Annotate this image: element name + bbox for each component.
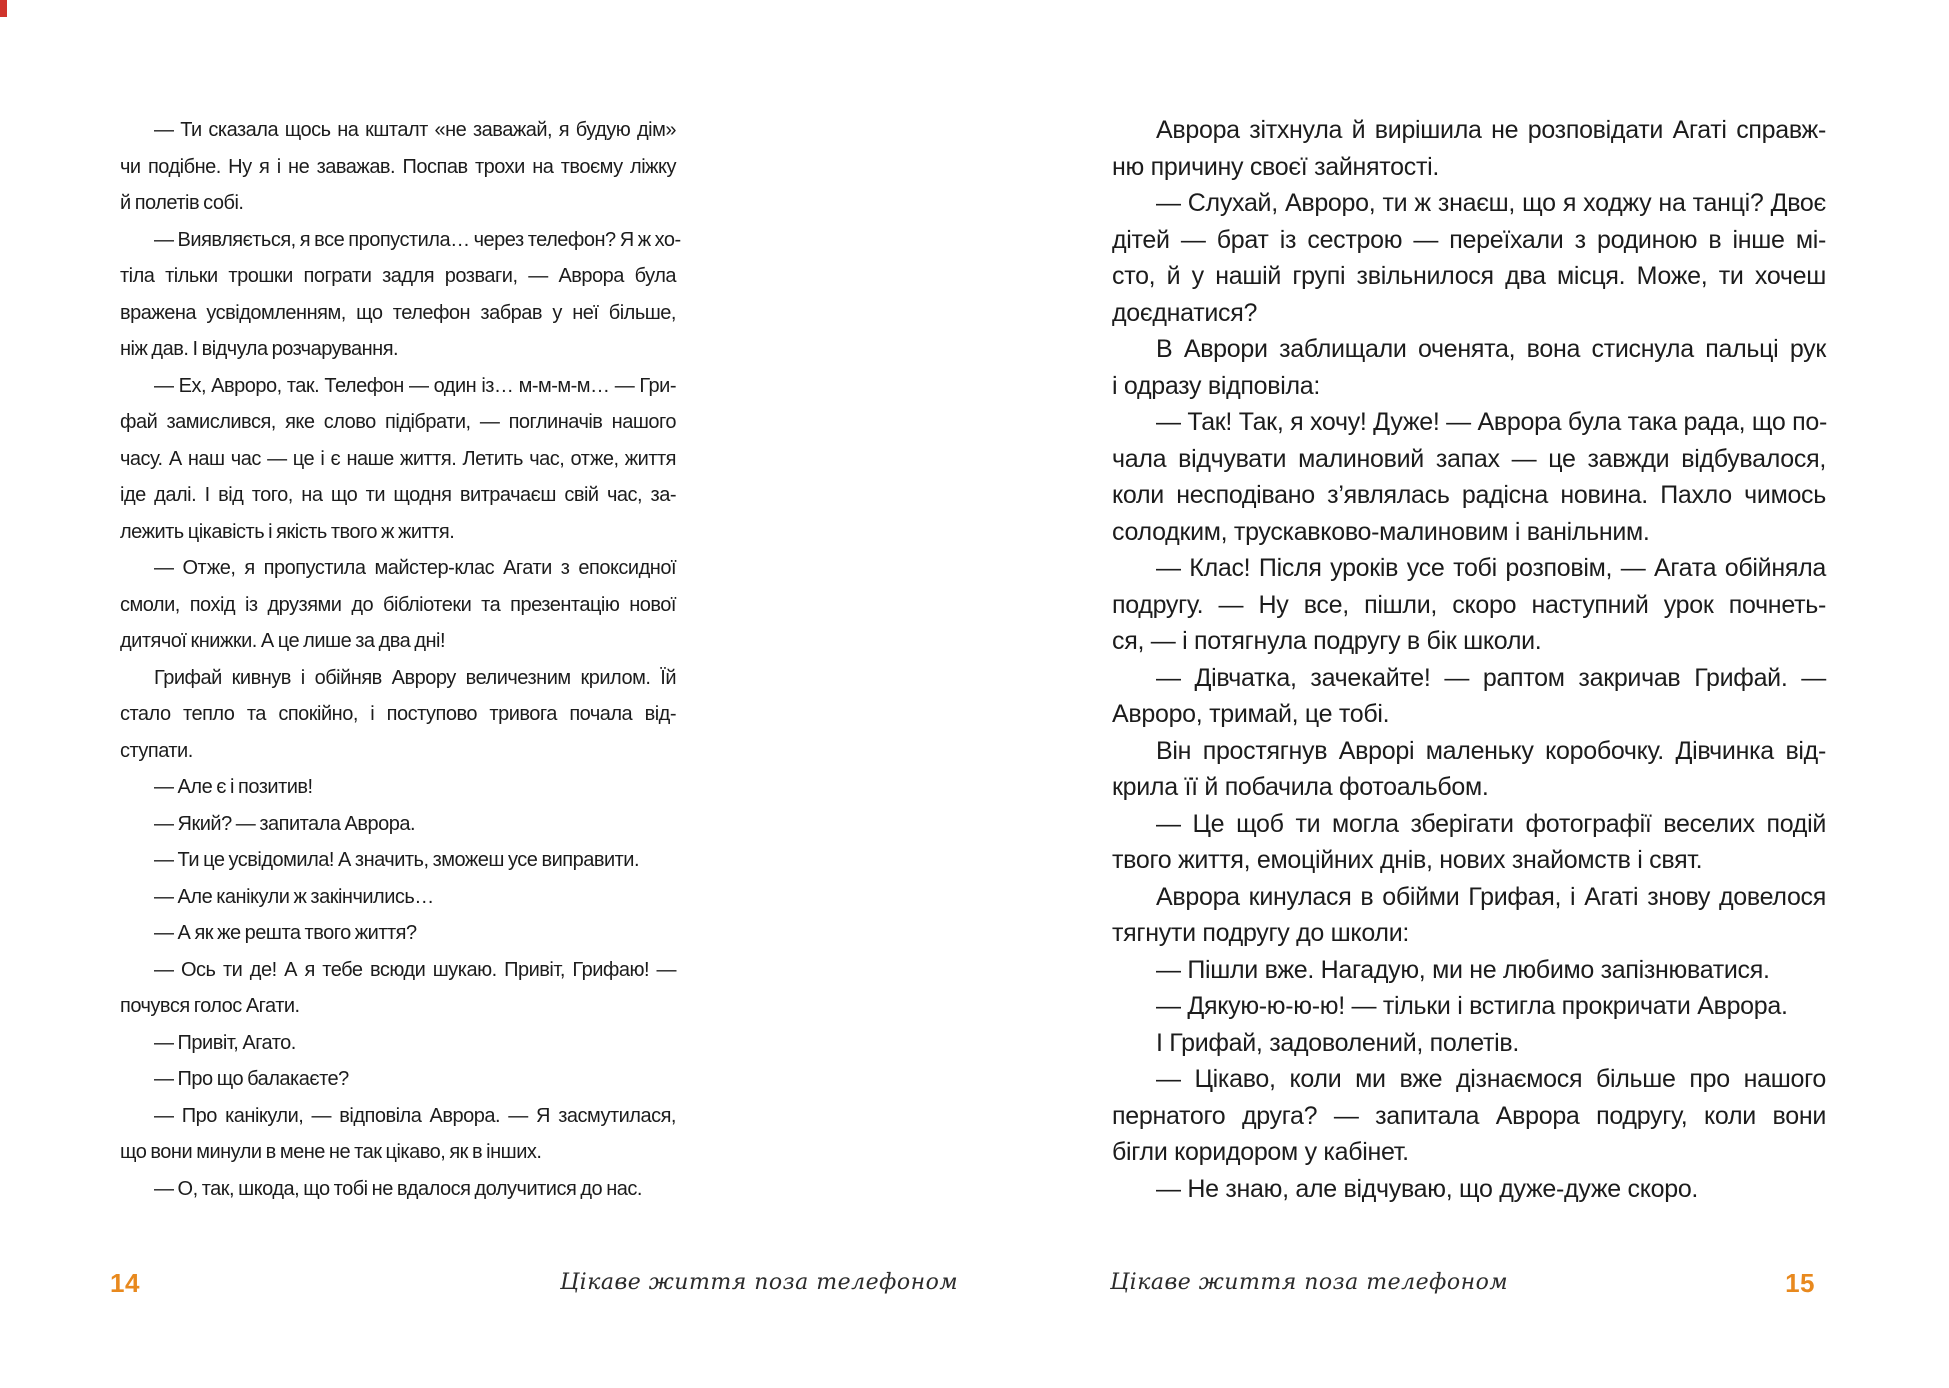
text-line: — Але канікули ж закінчились… (154, 885, 434, 908)
text-line: бігли коридором у кабінет. (1112, 1138, 1409, 1166)
text-line: Аврора зітхнула й вирішила не розповідати Агаті справж- (1156, 116, 1826, 144)
text-line: — Дякую-ю-ю-ю! — тільки і встигла прокричати Аврора. (1156, 992, 1788, 1020)
running-title-left: Цікаве життя поза телефоном (560, 1270, 959, 1295)
text-line: — Це щоб ти могла зберігати фотографії веселих подій (1156, 809, 1826, 838)
text-line: ню причину своєї зайнятості. (1112, 152, 1440, 181)
text-line: почувся голос Агати. (120, 995, 300, 1017)
text-line: — Про канікули, — відповіла Аврора. — Я засмутилася, (154, 1104, 676, 1127)
text-line: — Клас! Після уроків усе тобі розповім, — Агата обійняла (1156, 554, 1826, 582)
text-line: лежить цікавість і якість твого ж життя. (120, 520, 455, 543)
text-line: Авроро, тримай, це тобі. (1112, 700, 1390, 728)
text-line: — Пішли вже. Нагадую, ми не любимо запізнюватися. (1156, 955, 1770, 984)
text-line: чи подібне. Ну я і не заважав. Поспав трохи на твоєму ліжку (120, 155, 676, 178)
text-line: тягнути подругу до школи: (1112, 919, 1410, 947)
text-line: — Ти сказала щось на кшталт «не заважай, я будую дім» (154, 119, 676, 141)
text-line: солодким, трускавково-малиновим і ванільним. (1112, 517, 1650, 546)
text-line: — Так! Так, я хочу! Дуже! — Аврора була така рада, що по- (1156, 408, 1827, 436)
text-line: вражена усвідомленням, що телефон забрав у неї більше, (120, 301, 676, 324)
text-line: ніж дав. І відчула розчарування. (120, 338, 399, 360)
text-line: — Отже, я пропустила майстер-клас Агати з епоксидної (154, 557, 676, 579)
text-line: тіла тільки трошки пограти задля розваги, — Аврора була (120, 265, 676, 287)
text-line: В Аврори заблищали оченята, вона стиснула пальці рук (1156, 335, 1826, 363)
text-line: подругу. — Ну все, пішли, скоро наступний урок почнеть- (1112, 590, 1826, 619)
text-line: і одразу відповіла: (1112, 371, 1321, 400)
text-line: сто, й у нашій групі звільнилося два місця. Може, ти хочеш (1112, 262, 1826, 290)
text-line: іде далі. І від того, на що ти щодня витрачаєш свій час, за- (120, 484, 676, 506)
text-line: — Про що балакаєте? (154, 1068, 349, 1090)
text-line: часу. А наш час — це і є наше життя. Летить час, отже, життя (120, 447, 676, 470)
text-line: доєднатися? (1112, 298, 1258, 327)
text-line: смоли, похід із друзями до бібліотеки та презентацію нової (120, 593, 676, 616)
text-line: твого життя, емоційних днів, нових знайомств і свят. (1112, 846, 1703, 874)
text-line: — Який? — запитала Аврора. (154, 812, 416, 835)
text-line: — Не знаю, але відчуваю, що дуже-дуже скоро. (1156, 1174, 1699, 1203)
text-line: коли несподівано з’являлась радісна новина. Пахло чимось (1112, 481, 1826, 509)
page-number-right: 15 (1785, 1268, 1815, 1298)
text-line: — Виявляється, я все пропустила… через телефон? Я ж хо- (154, 228, 681, 251)
text-line: ступати. (120, 739, 193, 762)
text-line: дитячої книжки. А це лише за два дні! (120, 630, 446, 652)
running-title-right: Цікаве життя поза телефоном (1110, 1270, 1509, 1295)
text-line: й полетів собі. (120, 192, 244, 214)
text-line: фай замислився, яке слово підібрати, — поглиначів нашого (120, 411, 676, 433)
text-line: Грифай кивнув і обійняв Аврору величезним крилом. Їй (154, 666, 676, 689)
page-number-left: 14 (110, 1268, 140, 1298)
text-line: крила її й побачила фотоальбом. (1112, 773, 1489, 801)
text-line: що вони минули в мене не так цікаво, як в інших. (120, 1141, 542, 1163)
text-line: Він простягнув Аврорі маленьку коробочку. Дівчинка від- (1156, 736, 1826, 765)
text-line: — Ось ти де! А я тебе всюди шукаю. Привіт, Грифаю! — (154, 958, 676, 981)
text-line: ся, — і потягнула подругу в бік школи. (1112, 627, 1542, 655)
left-page-text-column (120, 112, 681, 1207)
text-line: — Привіт, Агато. (154, 1031, 296, 1054)
text-line: — Цікаво, коли ми вже дізнаємося більше про нашого (1156, 1065, 1826, 1093)
text-line: — Дівчатка, зачекайте! — раптом закричав Грифай. — (1156, 663, 1826, 692)
text-line: — Слухай, Авроро, ти ж знаєш, що я ходжу на танці? Двоє (1156, 189, 1826, 217)
text-line: дітей — брат із сестрою — переїхали з родиною в інше мі- (1112, 225, 1826, 254)
text-line: пернатого друга? — запитала Аврора подругу, коли вони (1112, 1101, 1826, 1130)
text-line: — О, так, шкода, що тобі не вдалося долучитися до нас. (154, 1177, 642, 1200)
text-line: чала відчувати малиновий запах — це завжди відбувалося, (1112, 444, 1826, 473)
text-line: — Ти це усвідомила! А значить, зможеш усе виправити. (154, 849, 640, 871)
scan-corner-mark (0, 0, 7, 17)
right-page-text-column (1112, 112, 1826, 1207)
text-line: стало тепло та спокійно, і поступово тривога почала від- (120, 703, 676, 725)
text-line: — А як же решта твого життя? (154, 922, 417, 944)
text-line: — Але є і позитив! (154, 776, 313, 798)
text-line: Аврора кинулася в обійми Грифая, і Агаті знову довелося (1156, 882, 1826, 911)
text-line: І Грифай, задоволений, полетів. (1156, 1028, 1520, 1057)
text-line: — Ех, Авроро, так. Телефон — один із… м-м-м-м… — Гри- (154, 374, 676, 397)
